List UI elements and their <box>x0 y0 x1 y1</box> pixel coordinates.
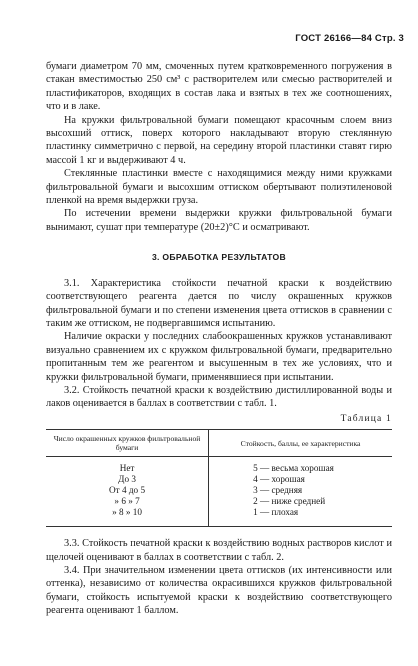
table-cell-rating: 4 — хорошая <box>253 474 305 485</box>
table-header-row <box>46 430 392 457</box>
page-number: Стр. 3 <box>374 33 404 44</box>
table-cell-count: До 3 <box>46 474 209 485</box>
table-cell-rating: 5 — весьма хорошая <box>253 463 334 474</box>
paragraph-3-2: 3.2. Стойкость печатной краски к воздействию дистиллированной воды и лаков оценивается в баллах в соответствии с табл. 1. <box>46 384 392 410</box>
paragraph-3-4: 3.4. При значительном изменении цвета оттисков (их интенсивности или оттенка), независимо от количества окрасившихся кружков фильтровальной бумаги, стойкость испытуемой краски к воздействию соответствующего реагента оценивают 1 баллом. <box>46 564 392 617</box>
table-row <box>46 496 392 507</box>
table-cell-rating: 1 — плохая <box>209 507 392 527</box>
table-cell-count: » 6 » 7 <box>46 496 209 507</box>
section-title: 3. ОБРАБОТКА РЕЗУЛЬТАТОВ <box>151 252 287 263</box>
paragraph-drying: По истечении времени выдержки кружки фильтровальной бумаги вынимают, сушат при температуре (20±2)°С и осматривают. <box>46 208 392 233</box>
table-header-count: Число окрашенных кружков фильтровальной бумаги <box>46 430 209 457</box>
table-cell-rating: 2 — ниже средней <box>253 496 326 507</box>
page-header <box>295 33 404 44</box>
table-row <box>46 485 392 496</box>
paragraph-wrapping: Стеклянные пластинки вместе с находящимися между ними кружками фильтровальной бумаги и высохшим оттиском обертывают полиэтиленовой пленкой на время выдержки груза. <box>46 168 392 207</box>
table-cell-count: Нет <box>46 457 209 475</box>
paragraph-weight-procedure: На кружки фильтровальной бумаги помещают красочным слоем вниз высохший оттиск, поверх которого накладывают вторую стеклянную пластинку симметрично с первой, на середину второй пластинки ставят гирю массой 1 кг и выдерживают 4 ч. <box>46 114 392 166</box>
table-header-rating: Стойкость, баллы, ее характеристика <box>209 430 392 457</box>
table-cell-count: От 4 до 5 <box>46 485 209 496</box>
standard-number: ГОСТ 26166—84 <box>295 33 373 44</box>
paragraph-3-1: 3.1. Характеристика стойкости печатной краски к воздействию соответствующего реагента дается по числу окрашенных кружков фильтровальной бумаги и по степени изменения цвета оттисков в сравнении с таким же оттиском, не подвергавшимся испытанию. <box>46 277 392 329</box>
table-row <box>46 507 392 527</box>
rating-table <box>46 429 392 527</box>
table-caption: Таблица 1 <box>340 413 392 424</box>
document-body <box>46 60 392 618</box>
paragraph-3-3: 3.3. Стойкость печатной краски к воздействию водных растворов кислот и щелочей оценивают в баллах в соответствии с табл. 2. <box>46 538 392 563</box>
table-cell-count: » 8 » 10 <box>46 507 209 527</box>
paragraph-continuation: бумаги диаметром 70 мм, смоченных путем кратковременного погружения в стакан вместимостью 250 см³ с растворителем или смесью растворителей и пластификаторов, входящих в состав лака и взятых в тех же соотношениях, что и в лаке. <box>46 61 392 113</box>
table-row <box>46 457 392 475</box>
paragraph-color-check: Наличие окраски у последних слабоокрашенных кружков устанавливают визуально сравнением их с кружком фильтровальной бумаги, предварительно пропитанным тем же реагентом и высушенным в тех же условиях, что и кружки фильтровальной бумаги, применявшиеся при испытании. <box>46 331 392 383</box>
table-row <box>46 474 392 485</box>
table-cell-rating: 3 — средняя <box>253 485 303 496</box>
